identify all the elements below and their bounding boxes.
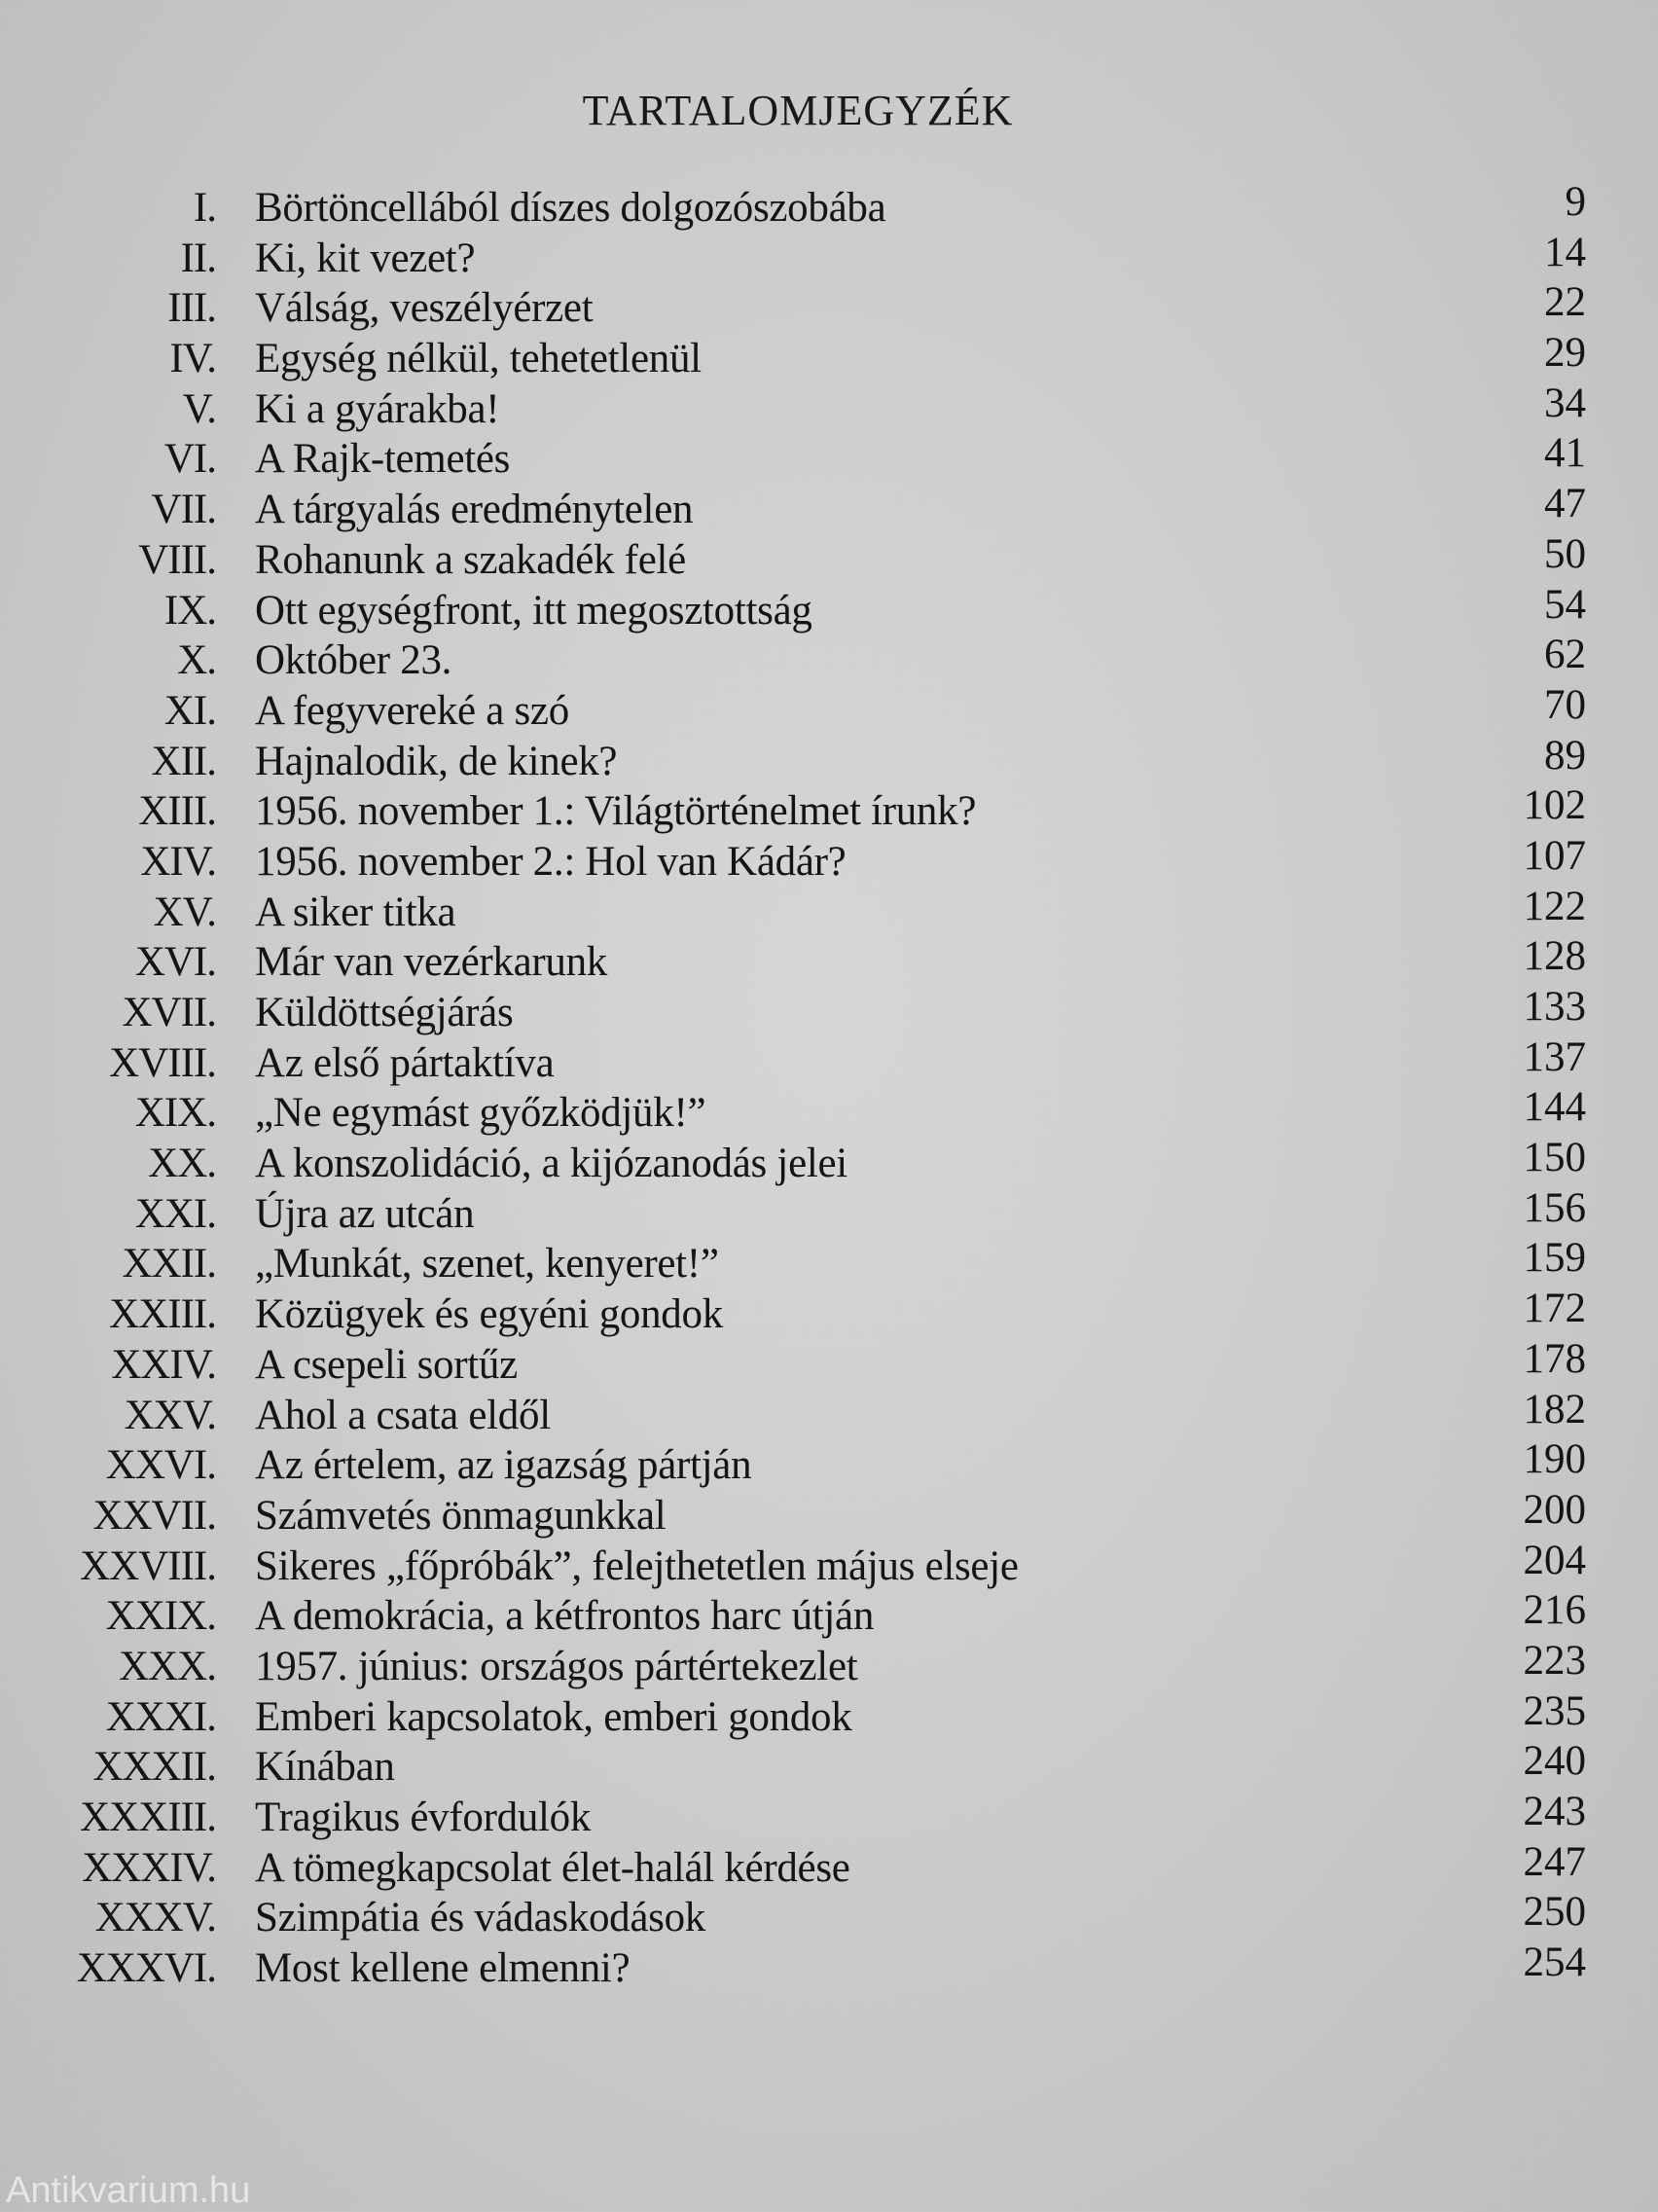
chapter-title: Válság, veszélyérzet: [255, 285, 594, 332]
chapter-number: XXXII.: [92, 1744, 216, 1791]
chapter-title: Ahol a csata eldől: [255, 1392, 551, 1438]
toc-entry: [0, 782, 1658, 837]
chapter-number: XXIV.: [111, 1341, 216, 1388]
chapter-title: 1956. november 2.: Hol van Kádár?: [255, 838, 847, 885]
page-number: 128: [1523, 933, 1586, 980]
chapter-title: Szimpátia és vádaskodások: [255, 1895, 706, 1941]
toc-entry: [0, 1486, 1658, 1541]
toc-entry: [0, 330, 1658, 384]
chapter-number: XX.: [148, 1141, 216, 1187]
chapter-title: Most kellene elmenni?: [255, 1945, 631, 1992]
page-number: 247: [1523, 1838, 1586, 1885]
page-number: 50: [1544, 530, 1586, 577]
chapter-title: Október 23.: [255, 637, 452, 684]
chapter-title: A csepeli sortűz: [255, 1341, 518, 1388]
watermark-logo: Antikvarium.hu: [6, 2170, 251, 2211]
chapter-number: XIX.: [134, 1090, 216, 1137]
chapter-title: Küldöttségjárás: [255, 990, 514, 1035]
chapter-title: „Ne egymást győzködjük!”: [255, 1090, 706, 1137]
page-number: 182: [1523, 1386, 1586, 1432]
chapter-number: IX.: [163, 587, 216, 634]
chapter-title: A demokrácia, a kétfrontos harc útján: [255, 1593, 875, 1640]
chapter-number: III.: [167, 285, 216, 332]
page-number: 133: [1523, 984, 1586, 1030]
chapter-title: Emberi kapcsolatok, emberi gondok: [255, 1693, 852, 1740]
toc-entry: [0, 1940, 1658, 1994]
chapter-number: V.: [182, 385, 216, 432]
page-number: 223: [1523, 1637, 1586, 1684]
page-number: 144: [1523, 1084, 1586, 1131]
chapter-number: XXI.: [134, 1190, 216, 1237]
chapter-number: XV.: [153, 888, 216, 935]
toc-entry: [0, 1789, 1658, 1843]
page-number: 102: [1523, 782, 1586, 829]
page-number: 22: [1544, 279, 1586, 326]
toc-entry: [0, 179, 1658, 234]
chapter-number: XVI.: [134, 939, 216, 986]
page-number: 240: [1523, 1738, 1586, 1785]
chapter-number: XII.: [151, 738, 216, 784]
toc-entry: [0, 1335, 1658, 1391]
page-number: 250: [1523, 1889, 1586, 1936]
chapter-title: 1956. november 1.: Világtörténelmet írunk?: [255, 788, 977, 835]
page-number: 89: [1544, 732, 1586, 779]
page-number: 216: [1523, 1587, 1586, 1634]
chapter-title: Sikeres „főpróbák”, felejthetetlen május elseje: [255, 1542, 1019, 1589]
toc-entry: [0, 1687, 1658, 1743]
toc-entry: [0, 430, 1658, 485]
page-number: 62: [1544, 632, 1586, 678]
chapter-title: Az értelem, az igazság pártján: [255, 1442, 752, 1489]
chapter-title: 1957. június: országos pártértekezlet: [255, 1643, 858, 1689]
chapter-title: Ki a gyárakba!: [255, 385, 500, 432]
chapter-number: II.: [180, 235, 216, 281]
page-number: 243: [1523, 1789, 1586, 1834]
page-number: 14: [1544, 229, 1586, 275]
page-number: 172: [1523, 1286, 1586, 1332]
toc-entry: [0, 1637, 1658, 1692]
toc-entry: [0, 1889, 1658, 1943]
chapter-number: X.: [177, 637, 216, 684]
chapter-title: Közügyek és egyéni gondok: [255, 1291, 723, 1338]
chapter-number: XXXIII.: [80, 1795, 216, 1840]
toc-entry: [0, 380, 1658, 435]
page-number: 235: [1523, 1687, 1586, 1734]
chapter-number: XXIII.: [109, 1291, 216, 1338]
chapter-number: IV.: [169, 336, 216, 382]
page-number: 70: [1544, 681, 1586, 728]
page-number: 54: [1544, 581, 1586, 628]
chapter-number: VI.: [163, 436, 216, 483]
toc-entry: [0, 1838, 1658, 1894]
page-number: 34: [1544, 380, 1586, 426]
page-number: 122: [1523, 883, 1586, 929]
toc-entry: [0, 1587, 1658, 1642]
chapter-title: Ki, kit vezet?: [255, 235, 476, 281]
toc-entry: [0, 1033, 1658, 1089]
chapter-number: XXVII.: [92, 1492, 216, 1539]
chapter-number: XXIX.: [105, 1593, 216, 1640]
chapter-title: Számvetés önmagunkkal: [255, 1492, 667, 1539]
chapter-number: XVII.: [122, 990, 216, 1035]
toc-entry: [0, 1084, 1658, 1139]
toc-entry: [0, 1286, 1658, 1340]
toc-entry: [0, 1235, 1658, 1289]
chapter-title: Ott egységfront, itt megosztottság: [255, 587, 812, 634]
chapter-title: Rohanunk a szakadék felé: [255, 536, 686, 583]
page-number: 9: [1565, 179, 1586, 225]
chapter-number: XXII.: [122, 1241, 216, 1287]
page-number: 159: [1523, 1235, 1586, 1282]
page-number: 150: [1523, 1135, 1586, 1181]
chapter-title: A konszolidáció, a kijózanodás jelei: [255, 1141, 847, 1187]
chapter-number: XXXIV.: [82, 1844, 216, 1891]
page-number: 156: [1523, 1184, 1586, 1231]
toc-entry: [0, 1386, 1658, 1441]
chapter-title: A tárgyalás eredménytelen: [255, 487, 694, 533]
toc-entry: [0, 632, 1658, 686]
chapter-number: VII.: [151, 487, 216, 533]
page-number: 137: [1523, 1033, 1586, 1080]
chapter-title: A tömegkapcsolat élet-halál kérdése: [255, 1844, 850, 1891]
toc-entry: [0, 984, 1658, 1038]
toc-entry: [0, 681, 1658, 737]
chapter-number: XVIII.: [109, 1039, 216, 1086]
page-number: 254: [1523, 1940, 1586, 1986]
page-number: 107: [1523, 832, 1586, 879]
chapter-number: XXV.: [124, 1392, 216, 1438]
chapter-number: XXXI.: [105, 1693, 216, 1740]
page-number: 178: [1523, 1335, 1586, 1382]
table-of-contents: [0, 179, 1658, 1994]
chapter-title: A siker titka: [255, 888, 456, 935]
toc-entry: [0, 229, 1658, 284]
toc-entry: [0, 1537, 1658, 1592]
page-number: 190: [1523, 1436, 1586, 1483]
toc-entry: [0, 1436, 1658, 1491]
chapter-number: XXVI.: [105, 1442, 216, 1489]
chapter-title: Hajnalodik, de kinek?: [255, 738, 618, 784]
toc-entry: [0, 732, 1658, 787]
chapter-number: XIV.: [140, 838, 216, 885]
chapter-title: A Rajk-temetés: [255, 436, 511, 483]
chapter-number: XXVIII.: [80, 1542, 216, 1589]
toc-entry: [0, 1135, 1658, 1189]
page-number: 200: [1523, 1486, 1586, 1533]
toc-entry: [0, 832, 1658, 888]
chapter-title: „Munkát, szenet, kenyeret!”: [255, 1241, 719, 1287]
chapter-number: I.: [193, 185, 216, 231]
chapter-title: Egység nélkül, tehetetlenül: [255, 336, 702, 382]
chapter-number: XXXVI.: [76, 1945, 216, 1992]
toc-entry: [0, 1184, 1658, 1240]
chapter-title: Tragikus évfordulók: [255, 1795, 592, 1840]
chapter-title: Kínában: [255, 1744, 395, 1791]
chapter-number: XXX.: [119, 1643, 216, 1689]
toc-entry: [0, 581, 1658, 636]
chapter-title: Börtöncellából díszes dolgozószobába: [255, 185, 886, 231]
page-number: 47: [1544, 481, 1586, 527]
toc-entry: [0, 279, 1658, 334]
chapter-number: VIII.: [138, 536, 216, 583]
toc-entry: [0, 933, 1658, 988]
page-number: 41: [1544, 430, 1586, 477]
page-number: 29: [1544, 330, 1586, 377]
chapter-number: XIII.: [138, 788, 216, 835]
toc-entry: [0, 1738, 1658, 1793]
chapter-title: Már van vezérkarunk: [255, 939, 608, 986]
toc-entry: [0, 481, 1658, 535]
page-title: TARTALOMJEGYZÉK: [582, 87, 1014, 134]
chapter-number: XI.: [163, 687, 216, 734]
page-number: 204: [1523, 1537, 1586, 1583]
chapter-title: A fegyvereké a szó: [255, 687, 569, 734]
chapter-number: XXXV.: [94, 1895, 216, 1941]
chapter-title: Újra az utcán: [255, 1190, 475, 1237]
toc-entry: [0, 883, 1658, 938]
chapter-title: Az első pártaktíva: [255, 1039, 555, 1086]
toc-entry: [0, 530, 1658, 586]
